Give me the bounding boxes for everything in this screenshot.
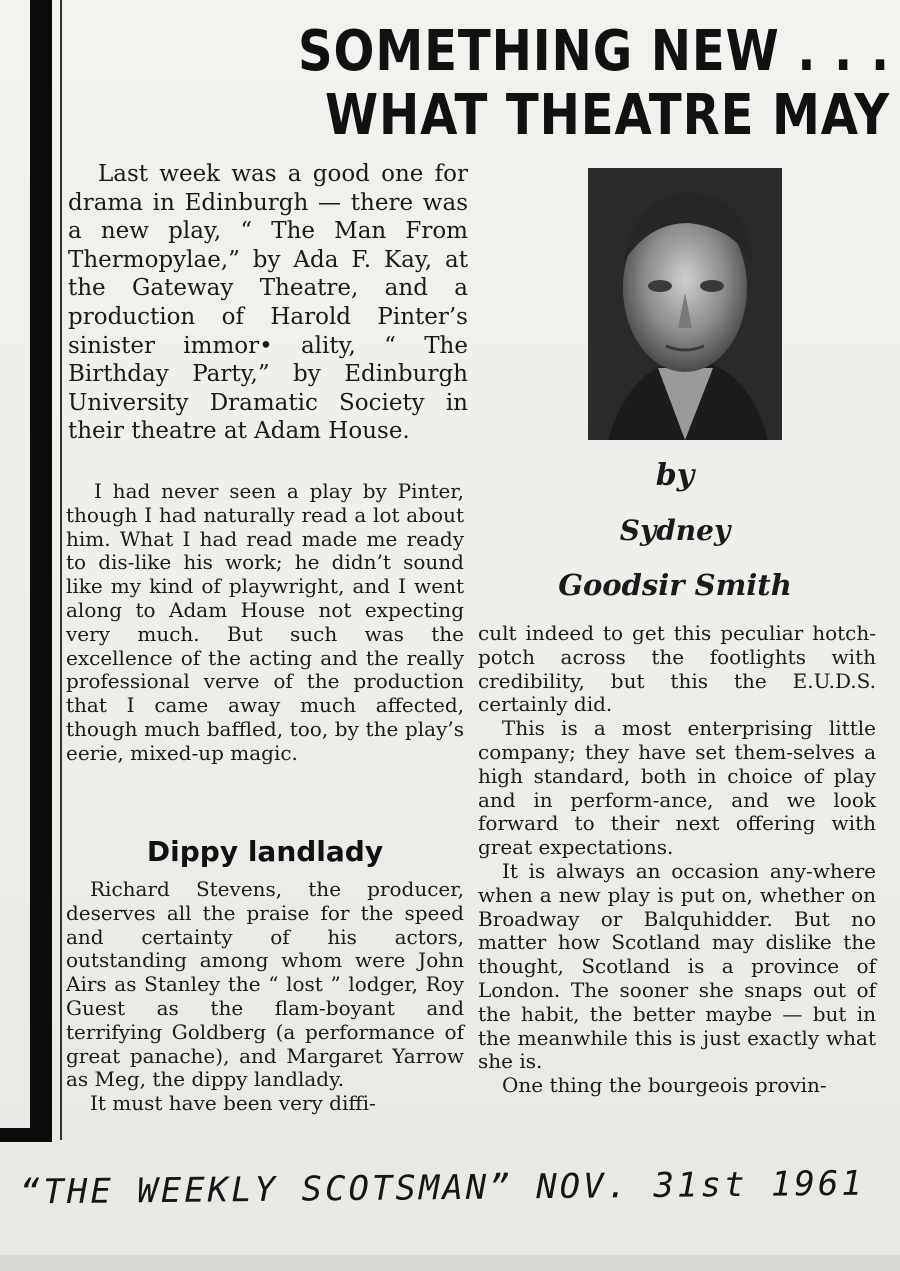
article-body-right [478, 622, 876, 1098]
author-portrait [588, 168, 782, 440]
byline-first-name: Sydney [619, 514, 731, 547]
thin-column-rule [60, 0, 62, 1140]
paragraph-credibility: cult indeed to get this peculiar hotch-potch across the footlights with credibility, but this the E.U.D.S. certainly did. [478, 621, 876, 717]
article-body-left-lower [66, 878, 464, 1116]
article-intro [68, 160, 468, 446]
article-body-left [66, 480, 464, 766]
paragraph-continued: It must have been very diffi- [90, 1091, 376, 1116]
paragraph-bourgeois: One thing the bourgeois provin- [502, 1073, 827, 1098]
handwritten-source-note: “THE WEEKLY SCOTSMAN” NOV. 31st 1961 [19, 1163, 866, 1213]
headline [297, 20, 890, 148]
headline-line-2: WHAT THEATRE MAY [325, 83, 890, 148]
paper-bottom-edge [0, 1255, 900, 1271]
byline-last-name: Goodsir Smith [558, 568, 792, 602]
paragraph-company: This is a most enterprising little company; they have set them-selves a high standard, both in choice of play and in perform-ance, and we look forward to their next offering with great expectations. [478, 716, 876, 860]
paragraph-intro: Last week was a good one for drama in Edinburgh — there was a new play, “ The Man From Thermopylae,” by Ada F. Kay, at the Gateway Theatre, and a production of Harold Pinter’s sinister immor• ality, “ The Birthday Party,” by Edinburgh University Dramatic Society in their theatre at Adam House. [68, 161, 468, 445]
subheading: Dippy landlady [146, 835, 384, 868]
left-rule-foot [0, 1128, 52, 1142]
left-column-rule [30, 0, 52, 1140]
paragraph-province: It is always an occasion any-where when a new play is put on, whether on Broadway or Balquhidder. But no matter how Scotland may dislike the thought, Scotland is a province of London. The sooner she snaps out of the habit, the better maybe — but in the meanwhile this is just exactly what she is. [478, 858, 876, 1074]
paragraph-producer: Richard Stevens, the producer, deserves all the praise for the speed and certainty of his actors, outstanding among whom were John Airs as Stanley the “ lost ” lodger, Roy Guest as the flam-boyant and terrifying Goldberg (a performance of great panache), and Margaret Yarrow as Meg, the dippy landlady. [66, 877, 464, 1092]
byline-by: by [655, 458, 695, 493]
portrait-photo-icon [588, 168, 782, 440]
paragraph-pinter: I had never seen a play by Pinter, though I had naturally read a lot about him. What I had read made me ready to dis-like his work; he didn’t sound like my kind of playwright, and I went along to Adam House not expecting very much. But such was the excellence of the acting and the really professional verve of the production that I came away much affected, though much baffled, too, by the play’s eerie, mixed-up magic. [66, 479, 464, 765]
headline-line-1: SOMETHING NEW . . . [298, 19, 890, 84]
